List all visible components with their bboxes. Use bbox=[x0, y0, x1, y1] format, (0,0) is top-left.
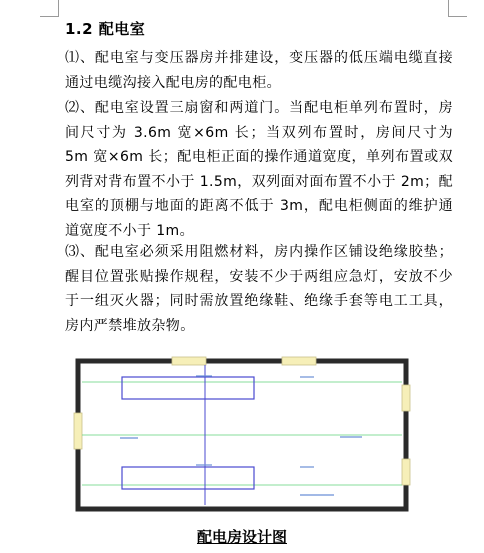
door-right-lower bbox=[402, 459, 410, 485]
figure-caption: 配电房设计图 bbox=[196, 528, 287, 546]
door-right-upper bbox=[402, 385, 410, 411]
page-corner-mark-right bbox=[448, 0, 467, 17]
power-room-floor-plan bbox=[72, 355, 412, 515]
paragraph-2: ⑵、配电室设置三扇窗和两道门。当配电柜单列布置时，房间尺寸为 3.6m 宽×6m 长；当双列布置时，房间尺寸为 5m 宽×6m 长；配电柜正面的操作通道宽度，单列布置或双列背对背布置不小于 1.5m，双列面对面布置不小于 2m；配电室的顶棚与地面的距离不低于 3m，配电柜侧面的维护通道宽度不小于 1m。 bbox=[65, 100, 453, 239]
window-top-left bbox=[172, 357, 206, 365]
page-corner-mark-left bbox=[40, 0, 59, 17]
section-heading: 1.2 配电室 bbox=[65, 20, 146, 38]
window-top-right bbox=[282, 357, 316, 365]
cabinet-row-upper bbox=[122, 377, 254, 399]
paragraph-3: ⑶、配电室必须采用阻燃材料，房内操作区铺设绝缘胶垫；醒目位置张贴操作规程，安装不少于两组应急灯，安放不少于一组灭火器；同时需放置绝缘鞋、绝缘手套等电工工具，房内严禁堆放杂物。 bbox=[65, 244, 453, 334]
paragraph-1: ⑴、配电室与变压器房并排建设，变压器的低压端电缆直接通过电缆沟接入配电房的配电柜。 bbox=[65, 50, 453, 91]
cabinet-row-lower bbox=[122, 467, 254, 489]
window-left bbox=[74, 413, 82, 449]
